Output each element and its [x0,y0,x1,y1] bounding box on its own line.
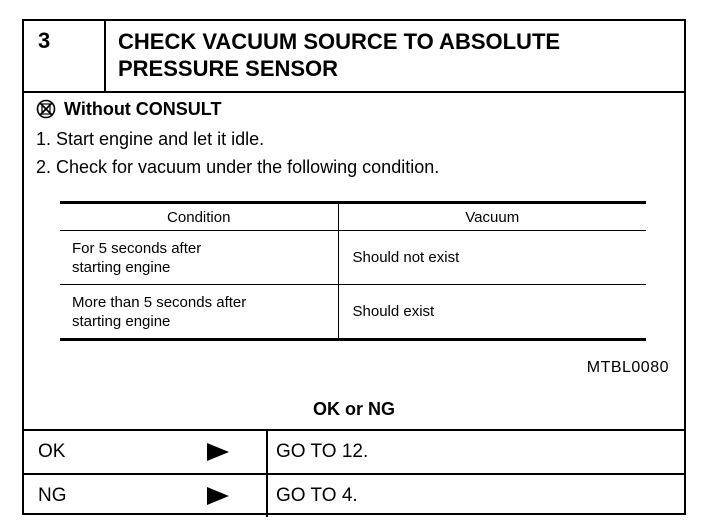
step-number: 3 [38,28,51,53]
result-row-ng [24,473,684,517]
step-title [118,28,678,82]
inspection-step-frame [22,19,686,515]
figure-id: MTBL0080 [586,359,669,376]
result-action-link[interactable]: GO TO 12. [276,441,369,462]
step-body [24,93,684,429]
condition-table [60,201,646,341]
result-label: OK [38,441,66,462]
step-title-line-2: PRESSURE SENSOR [118,56,339,81]
result-row-ok [24,429,684,473]
table-row [60,285,646,340]
result-divider [266,475,268,517]
condition-text-line: starting engine [72,258,171,276]
result-action-link[interactable]: GO TO 4. [276,485,358,506]
decision-label: OK or NG [312,399,395,419]
condition-cell [60,285,338,340]
result-table [24,429,684,517]
instruction-list [36,125,439,181]
no-consult-icon [36,99,56,119]
right-arrow-icon [207,443,229,461]
consult-mode-line [36,98,221,120]
step-title-line-1: CHECK VACUUM SOURCE TO ABSOLUTE [118,29,561,54]
table-header-row [60,203,646,231]
condition-text-line: starting engine [72,312,171,330]
step-number-cell [24,21,106,91]
table-row [60,231,646,285]
result-divider [266,431,268,473]
vacuum-column-header: Vacuum [338,203,646,231]
condition-text-line: For 5 seconds after [72,239,202,257]
step-header [24,21,684,93]
condition-text-line: More than 5 seconds after [72,293,247,311]
condition-column-header: Condition [60,203,338,231]
vacuum-cell: Should not exist [338,231,646,285]
right-arrow-icon [207,487,229,505]
result-label: NG [38,485,67,506]
condition-cell [60,231,338,285]
consult-mode-label: Without CONSULT [64,98,222,119]
instruction-item: 2. Check for vacuum under the following condition. [36,157,440,177]
vacuum-cell: Should exist [352,303,435,320]
instruction-item: 1. Start engine and let it idle. [36,129,265,149]
